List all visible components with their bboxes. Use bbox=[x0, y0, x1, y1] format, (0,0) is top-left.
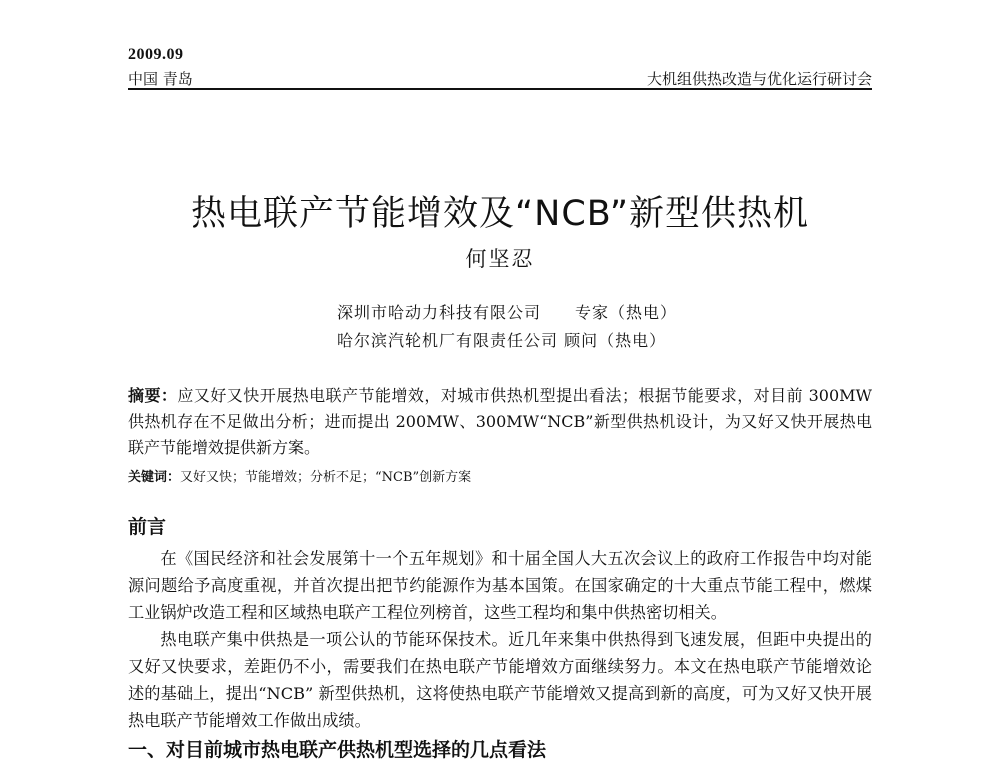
abstract bbox=[128, 383, 872, 461]
keywords-label: 关键词： bbox=[128, 470, 181, 485]
abstract-text: 应又好又快开展热电联产节能增效，对城市供热机型提出看法；根据节能要求，对目前 300MW 供热机存在不足做出分析；进而提出 200MW、300MW“NCB”新型供热机设计，为又好又快开展热电联产节能增效提供新方案。 bbox=[128, 386, 872, 457]
affiliation-1: 深圳市哈动力科技有限公司 专家（热电） bbox=[337, 303, 678, 322]
preface-heading: 前言 bbox=[128, 516, 167, 538]
section-1-heading: 一、对目前城市热电联产供热机型选择的几点看法 bbox=[128, 739, 547, 761]
header-rule bbox=[128, 88, 872, 90]
abstract-label: 摘要： bbox=[128, 386, 178, 405]
keywords-text: 又好又快；节能增效；分析不足；“NCB”创新方案 bbox=[180, 470, 472, 485]
affiliation-2: 哈尔滨汽轮机厂有限责任公司 顾问（热电） bbox=[337, 331, 667, 350]
header-place: 中国 青岛 bbox=[128, 70, 193, 88]
keywords bbox=[128, 466, 872, 485]
paper-title: 热电联产节能增效及“NCB”新型供热机 bbox=[191, 194, 809, 234]
body-paragraph: 热电联产集中供热是一项公认的节能环保技术。近几年来集中供热得到飞速发展，但距中央提出的又好又快要求，差距仍不小，需要我们在热电联产节能增效方面继续努力。本文在热电联产节能增效论述的基础上，提出“NCB” 新型供热机，这将使热电联产节能增效又提高到新的高度，可为又好又快开展热电联产节能增效工作做出成绩。 bbox=[128, 630, 872, 730]
body-paragraph: 在《国民经济和社会发展第十一个五年规划》和十届全国人大五次会议上的政府工作报告中均对能源问题给予高度重视，并首次提出把节约能源作为基本国策。在国家确定的十大重点节能工程中，燃煤工业锅炉改造工程和区域热电联产工程位列榜首，这些工程均和集中供热密切相关。 bbox=[128, 549, 872, 622]
header-date: 2009.09 bbox=[128, 46, 184, 63]
paper-author: 何坚忍 bbox=[465, 247, 535, 271]
header-conference: 大机组供热改造与优化运行研讨会 bbox=[646, 70, 872, 88]
